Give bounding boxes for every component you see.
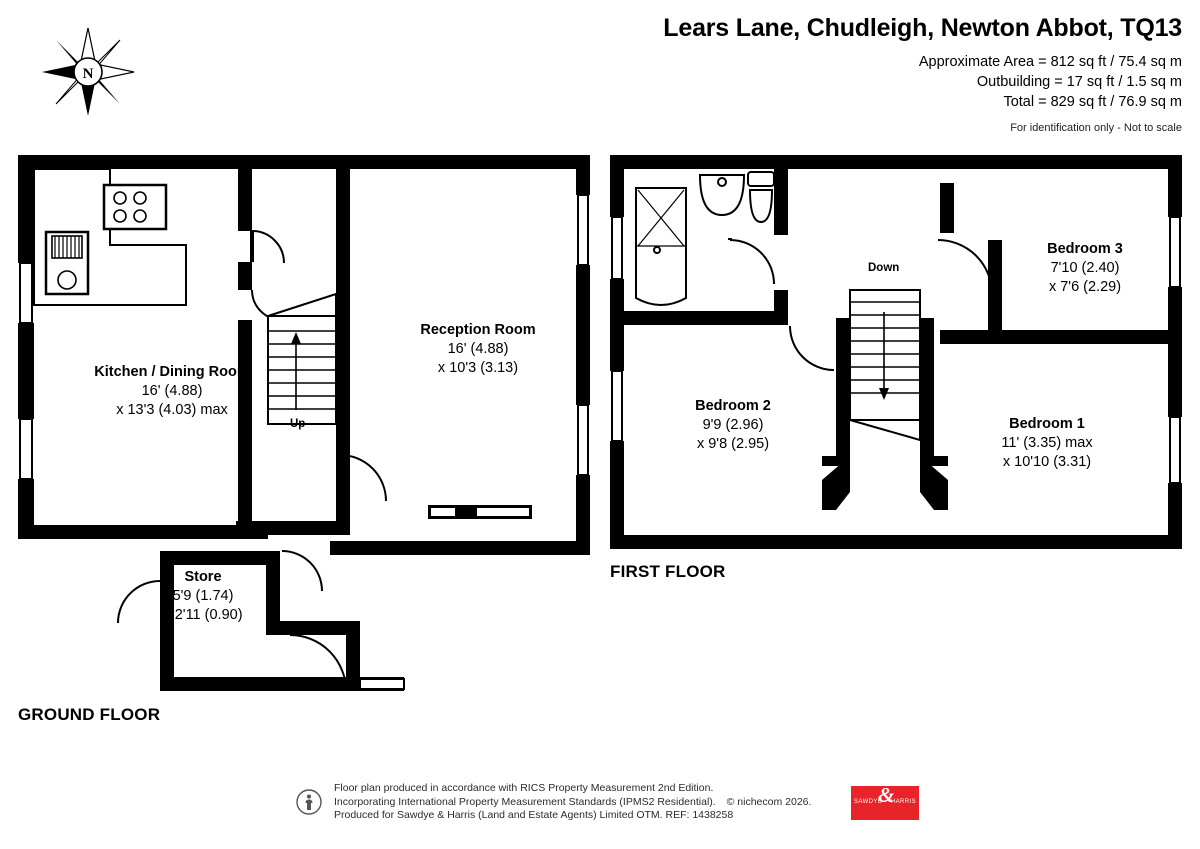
room-label-kitchen-dining [62,363,282,420]
room-name: Reception Room [420,322,536,338]
room-label-bedroom-1 [962,415,1132,472]
first-floor-staircase [850,290,920,440]
room-dimension-2: x 7'6 (2.29) [1048,279,1122,295]
room-dimension-1: 16' (4.88) [447,341,509,357]
ground-floor-label: GROUND FLOOR [18,705,161,724]
stair-down-label: Down [868,262,900,274]
disclaimer-text: For identification only - Not to scale [1010,122,1182,134]
room-name: Bedroom 1 [1009,416,1085,432]
room-label-reception-room [368,321,588,378]
room-dimension-2: x 2'11 (0.90) [163,607,243,623]
room-name: Bedroom 3 [1047,241,1123,257]
approx-area-text: Approximate Area = 812 sq ft / 75.4 sq m [918,54,1182,70]
footer-line-3: Produced for Sawdye & Harris (Land and Estate Agents) Limited OTM. REF: 1438258 [334,809,734,821]
bathroom-fittings [636,172,774,305]
room-dimension-2: x 9'8 (2.95) [696,436,770,452]
compass-north-label: N [82,66,94,82]
room-dimension-1: 9'9 (2.96) [702,417,764,433]
footer-line-2: Incorporating International Property Measurement Standards (IPMS2 Residential). [334,795,716,808]
agent-logo [851,786,919,820]
room-dimension-2: x 10'10 (3.31) [1002,454,1092,470]
logo-left-text: SAWDYE [854,799,883,805]
room-label-bedroom-2 [648,397,818,454]
room-name: Store [184,569,222,585]
room-label-bedroom-3 [1000,240,1170,297]
first-floor-label: FIRST FLOOR [610,562,726,581]
room-name: Bedroom 2 [695,398,771,414]
room-dimension-1: 11' (3.35) max [1001,435,1093,451]
page-title: Lears Lane, Chudleigh, Newton Abbot, TQ13 [663,14,1182,42]
footer-text-block [296,782,936,823]
footer-line-1: Floor plan produced in accordance with RICS Property Measurement 2nd Edition. [334,782,714,794]
footer-copyright: © nichecom 2026. [726,795,812,808]
room-label-store [118,568,288,625]
room-dimension-1: 5'9 (1.74) [172,588,234,604]
stair-up-label: Up [290,418,306,430]
total-area-text: Total = 829 sq ft / 76.9 sq m [1003,94,1182,110]
room-dimension-2: x 10'3 (3.13) [437,360,519,376]
room-dimension-2: x 13'3 (4.03) max [116,402,228,418]
outbuilding-area-text: Outbuilding = 17 sq ft / 1.5 sq m [976,74,1182,90]
room-dimension-1: 7'10 (2.40) [1050,260,1120,276]
logo-ampersand: & [878,786,895,807]
logo-right-text: HARRIS [890,799,916,805]
room-dimension-1: 16' (4.88) [141,383,203,399]
room-name: Kitchen / Dining Room [94,364,250,380]
